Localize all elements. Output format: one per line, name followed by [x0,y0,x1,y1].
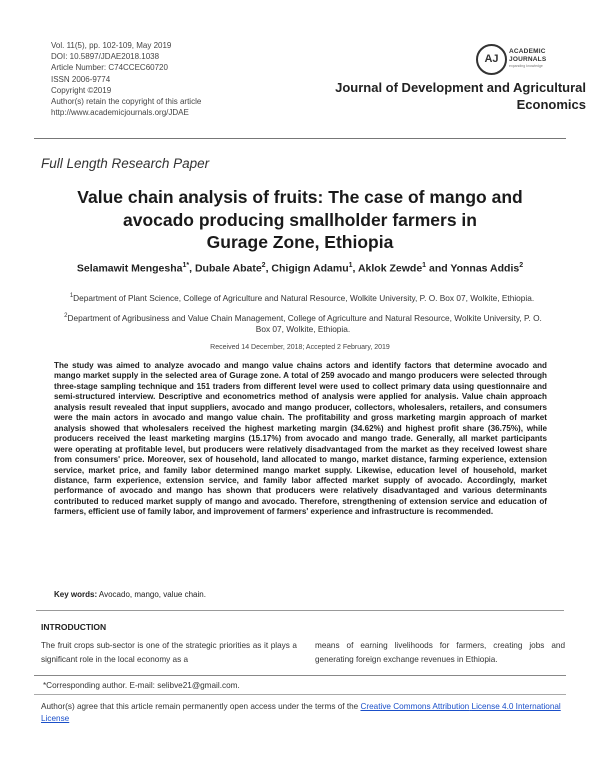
keywords-label: Key words: [54,590,98,599]
journal-name: Journal of Development and Agricultural Economics [335,80,586,112]
meta-rights: Author(s) retain the copyright of this article [51,97,202,107]
keywords-list: Avocado, mango, value chain. [98,590,206,599]
license-divider [34,694,566,695]
intro-column-right: means of earning livelihoods for farmers, creating jobs and generating foreign exchange revenues in Ethiopia. [315,641,565,664]
keywords [54,590,547,599]
meta-doi: DOI: 10.5897/JDAE2018.1038 [51,52,160,62]
meta-issn: ISSN 2006-9774 [51,74,111,84]
corresponding-author: *Corresponding author. E-mail: selibve21@gmail.com. [43,681,240,690]
article-metadata [51,40,281,118]
license-link[interactable]: Creative Commons Attribution License 4.0 International License [41,702,561,723]
aj-logo-icon: AJ [476,44,507,75]
header-divider [34,138,566,139]
author-list: Selamawit Mengesha$^{1*}$, Dubale Abate$^2$, Chigign Adamu$^1$, Aklok Zewde$^1$ and Yonnas Addis$^2$ [76,262,524,275]
publisher-logo [476,44,586,78]
section-heading-introduction: INTRODUCTION [41,622,107,632]
paper-title: Value chain analysis of fruits: The case of mango and avocado producing smallholder farmers in Gurage Zone, Ethiopia [77,187,523,252]
affiliation-1: $^1$Department of Plant Science, College of Agriculture and Natural Resource, Wolkite University, P. O. Box 07, Wolkite, Ethiopia. [69,292,535,303]
meta-article-number: Article Number: C74CCEC60720 [51,63,168,73]
meta-copyright: Copyright ©2019 [51,85,112,95]
author-name: Yonnas Addis [450,262,520,275]
affiliation-2: $^2$Department of Agribusiness and Value Chain Management, College of Agriculture and Natural Resource, Wolkite University, P. O. Box 07, Wolkite, Ethiopia. [64,312,542,334]
author-name: Dubale Abate [194,262,262,275]
license-notice: Author(s) agree that this article remain permanently open access under the terms of the Creative Commons Attribution License 4.0 International License [41,702,561,723]
intro-column-left: The fruit crops sub-sector is one of the strategic priorities as it plays a significant role in the local economy as a [41,641,297,664]
author-name: Aklok Zewde [357,262,423,275]
author-name: Selamawit Mengesha [76,262,183,275]
abstract-divider [36,610,564,611]
received-dates: Received 14 December, 2018; Accepted 2 February, 2019 [210,344,390,351]
author-name: Chigign Adamu [271,262,349,275]
meta-journal-url[interactable]: http://www.academicjournals.org/JDAE [51,108,189,118]
logo-wordmark: ACADEMIC JOURNALS [509,48,547,63]
paper-type: Full Length Research Paper [41,156,210,171]
abstract: The study was aimed to analyze avocado and mango value chains actors and identify factors that determine avocado and mango market supply in the selected area of Gurage zone. A total of 259 avocado and mango producers were selected through three-stage sampling technique and 151 traders from different level were used to collect primary data using questionnaire and semi-structured interview. Descriptive and econometrics method of analysis were applied for analysis. Value chain approach analysis result revealed that input suppliers, avocado and mango producer, collectors, wholesalers, retailers, and consumers were the main actors in avocado and mango value chain. The profitability and gross marketing margin approach of market analysis showed that wholesalers received the highest marketing margin (34.62%) and highest profit share (36.75%), while producers received the least marketing margins (15.17%) from avocado and mango trade. Generally, all market participants were operating at profitable level, but producers were relatively disadvantaged from the market as they received lowest share from consumers' price. Moreover, sex of household, land allocated to mango, market distance, farming experience, extension service, market price, and family labor determined mango market supply. Likewise, education level of household, market distance, farm experience, extension service, and family labor affected market supply of avocado. Accordingly, market performance of avocado and mango has shown that producers were relatively disadvantaged and various determinants contributed to reduced market supply of mango and avocado. Therefore, strengthening of extension service and education of farmers, efficient use of family labor, and improvement of farmers' experience and infrastructure is recommended. [54,361,547,517]
logo-tagline: expanding knowledge [509,64,543,68]
footnote-divider [34,675,566,676]
meta-volume: Vol. 11(5), pp. 102-109, May 2019 [51,41,172,50]
